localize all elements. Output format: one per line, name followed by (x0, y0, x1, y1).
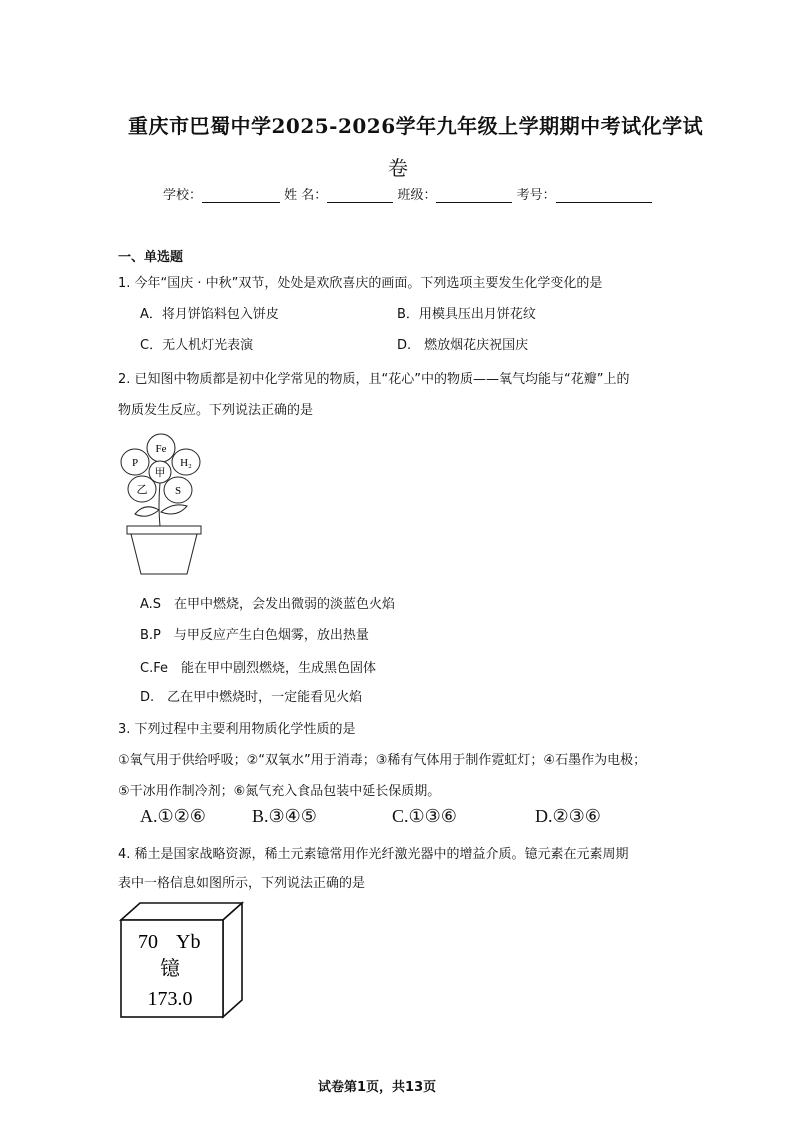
element-name: 镱 (160, 956, 180, 980)
exam-no-field[interactable] (556, 188, 652, 203)
q1-stem: 1. 今年“国庆 · 中秋”双节，处处是欢欣喜庆的画面。下列选项主要发生化学变化的是 (118, 276, 603, 291)
q2-option-b[interactable]: B.P 与甲反应产生白色烟雾，放出热量 (140, 628, 369, 643)
q1-option-b[interactable]: B．用模具压出月饼花纹 (397, 307, 536, 322)
element-cell-figure (118, 900, 246, 1022)
element-atomic-mass: 173.0 (147, 988, 193, 1010)
q2-option-d[interactable]: D. 乙在甲中燃烧时，一定能看见火焰 (140, 690, 363, 705)
petal-label-h2: H₂ (180, 457, 192, 469)
q3-option-b[interactable]: B.③④⑤ (252, 806, 317, 826)
q1-option-c[interactable]: C．无人机灯光表演 (140, 338, 254, 353)
element-symbol: Yb (176, 931, 201, 953)
q2-stem-line1: 2. 已知图中物质都是初中化学常见的物质，且“花心”中的物质——氧气均能与“花瓣”上的 (118, 372, 630, 387)
q3-stem: 3. 下列过程中主要利用物质化学性质的是 (118, 722, 356, 737)
leaf-right (161, 505, 187, 514)
leaf-left (135, 507, 159, 516)
element-atomic-number: 70 (138, 931, 158, 953)
school-field[interactable] (202, 188, 280, 203)
q2-option-a[interactable]: A.S 在甲中燃烧，会发出微弱的淡蓝色火焰 (140, 597, 396, 612)
page-title: 重庆市巴蜀中学2025-2026学年九年级上学期期中考试化学试 (128, 114, 704, 138)
name-field[interactable] (327, 188, 393, 203)
exam-no-label: 考号： (516, 188, 556, 203)
section-heading: 一、单选题 (118, 250, 184, 265)
pot-rim (127, 526, 201, 534)
school-label: 学校： (163, 188, 203, 203)
class-field[interactable] (436, 188, 512, 203)
cube-side (223, 903, 242, 1017)
q4-stem-line2: 表中一格信息如图所示，下列说法正确的是 (118, 876, 366, 891)
petal-label-p: P (131, 457, 139, 469)
student-info-row (163, 184, 652, 203)
q2-option-c[interactable]: C.Fe 能在甲中剧烈燃烧，生成黑色固体 (140, 661, 376, 676)
q4-stem-line1: 4. 稀土是国家战略资源，稀土元素镱常用作光纤激光器中的增益介质。镱元素在元素周期 (118, 847, 629, 862)
name-label: 姓 名： (284, 188, 328, 203)
q1-option-d[interactable]: D. 燃放烟花庆祝国庆 (397, 338, 529, 353)
petal-label-s: S (174, 485, 182, 497)
flower-pot-figure (115, 430, 210, 580)
page-title-continued: 卷 (388, 156, 408, 180)
cube-top (121, 903, 242, 920)
q3-items-line1: ①氧气用于供给呼吸；②“双氧水”用于消毒；③稀有气体用于制作霓虹灯；④石墨作为电极； (118, 753, 647, 768)
petal-label-fe: Fe (155, 443, 167, 455)
q3-items-line2: ⑤干冰用作制冷剂；⑥氮气充入食品包装中延长保质期。 (118, 784, 441, 799)
center-label-jia: 甲 (154, 467, 166, 479)
petal-label-yi: 乙 (136, 484, 148, 496)
q3-option-c[interactable]: C.①③⑥ (392, 806, 457, 826)
q1-option-a[interactable]: A．将月饼馅料包入饼皮 (140, 307, 279, 322)
q2-stem-line2: 物质发生反应。下列说法正确的是 (118, 403, 314, 418)
q3-option-a[interactable]: A.①②⑥ (140, 806, 206, 826)
class-label: 班级： (397, 188, 437, 203)
page-footer: 试卷第1页，共13页 (318, 1080, 437, 1095)
pot-body (131, 534, 197, 574)
q3-option-d[interactable]: D.②③⑥ (535, 806, 601, 826)
